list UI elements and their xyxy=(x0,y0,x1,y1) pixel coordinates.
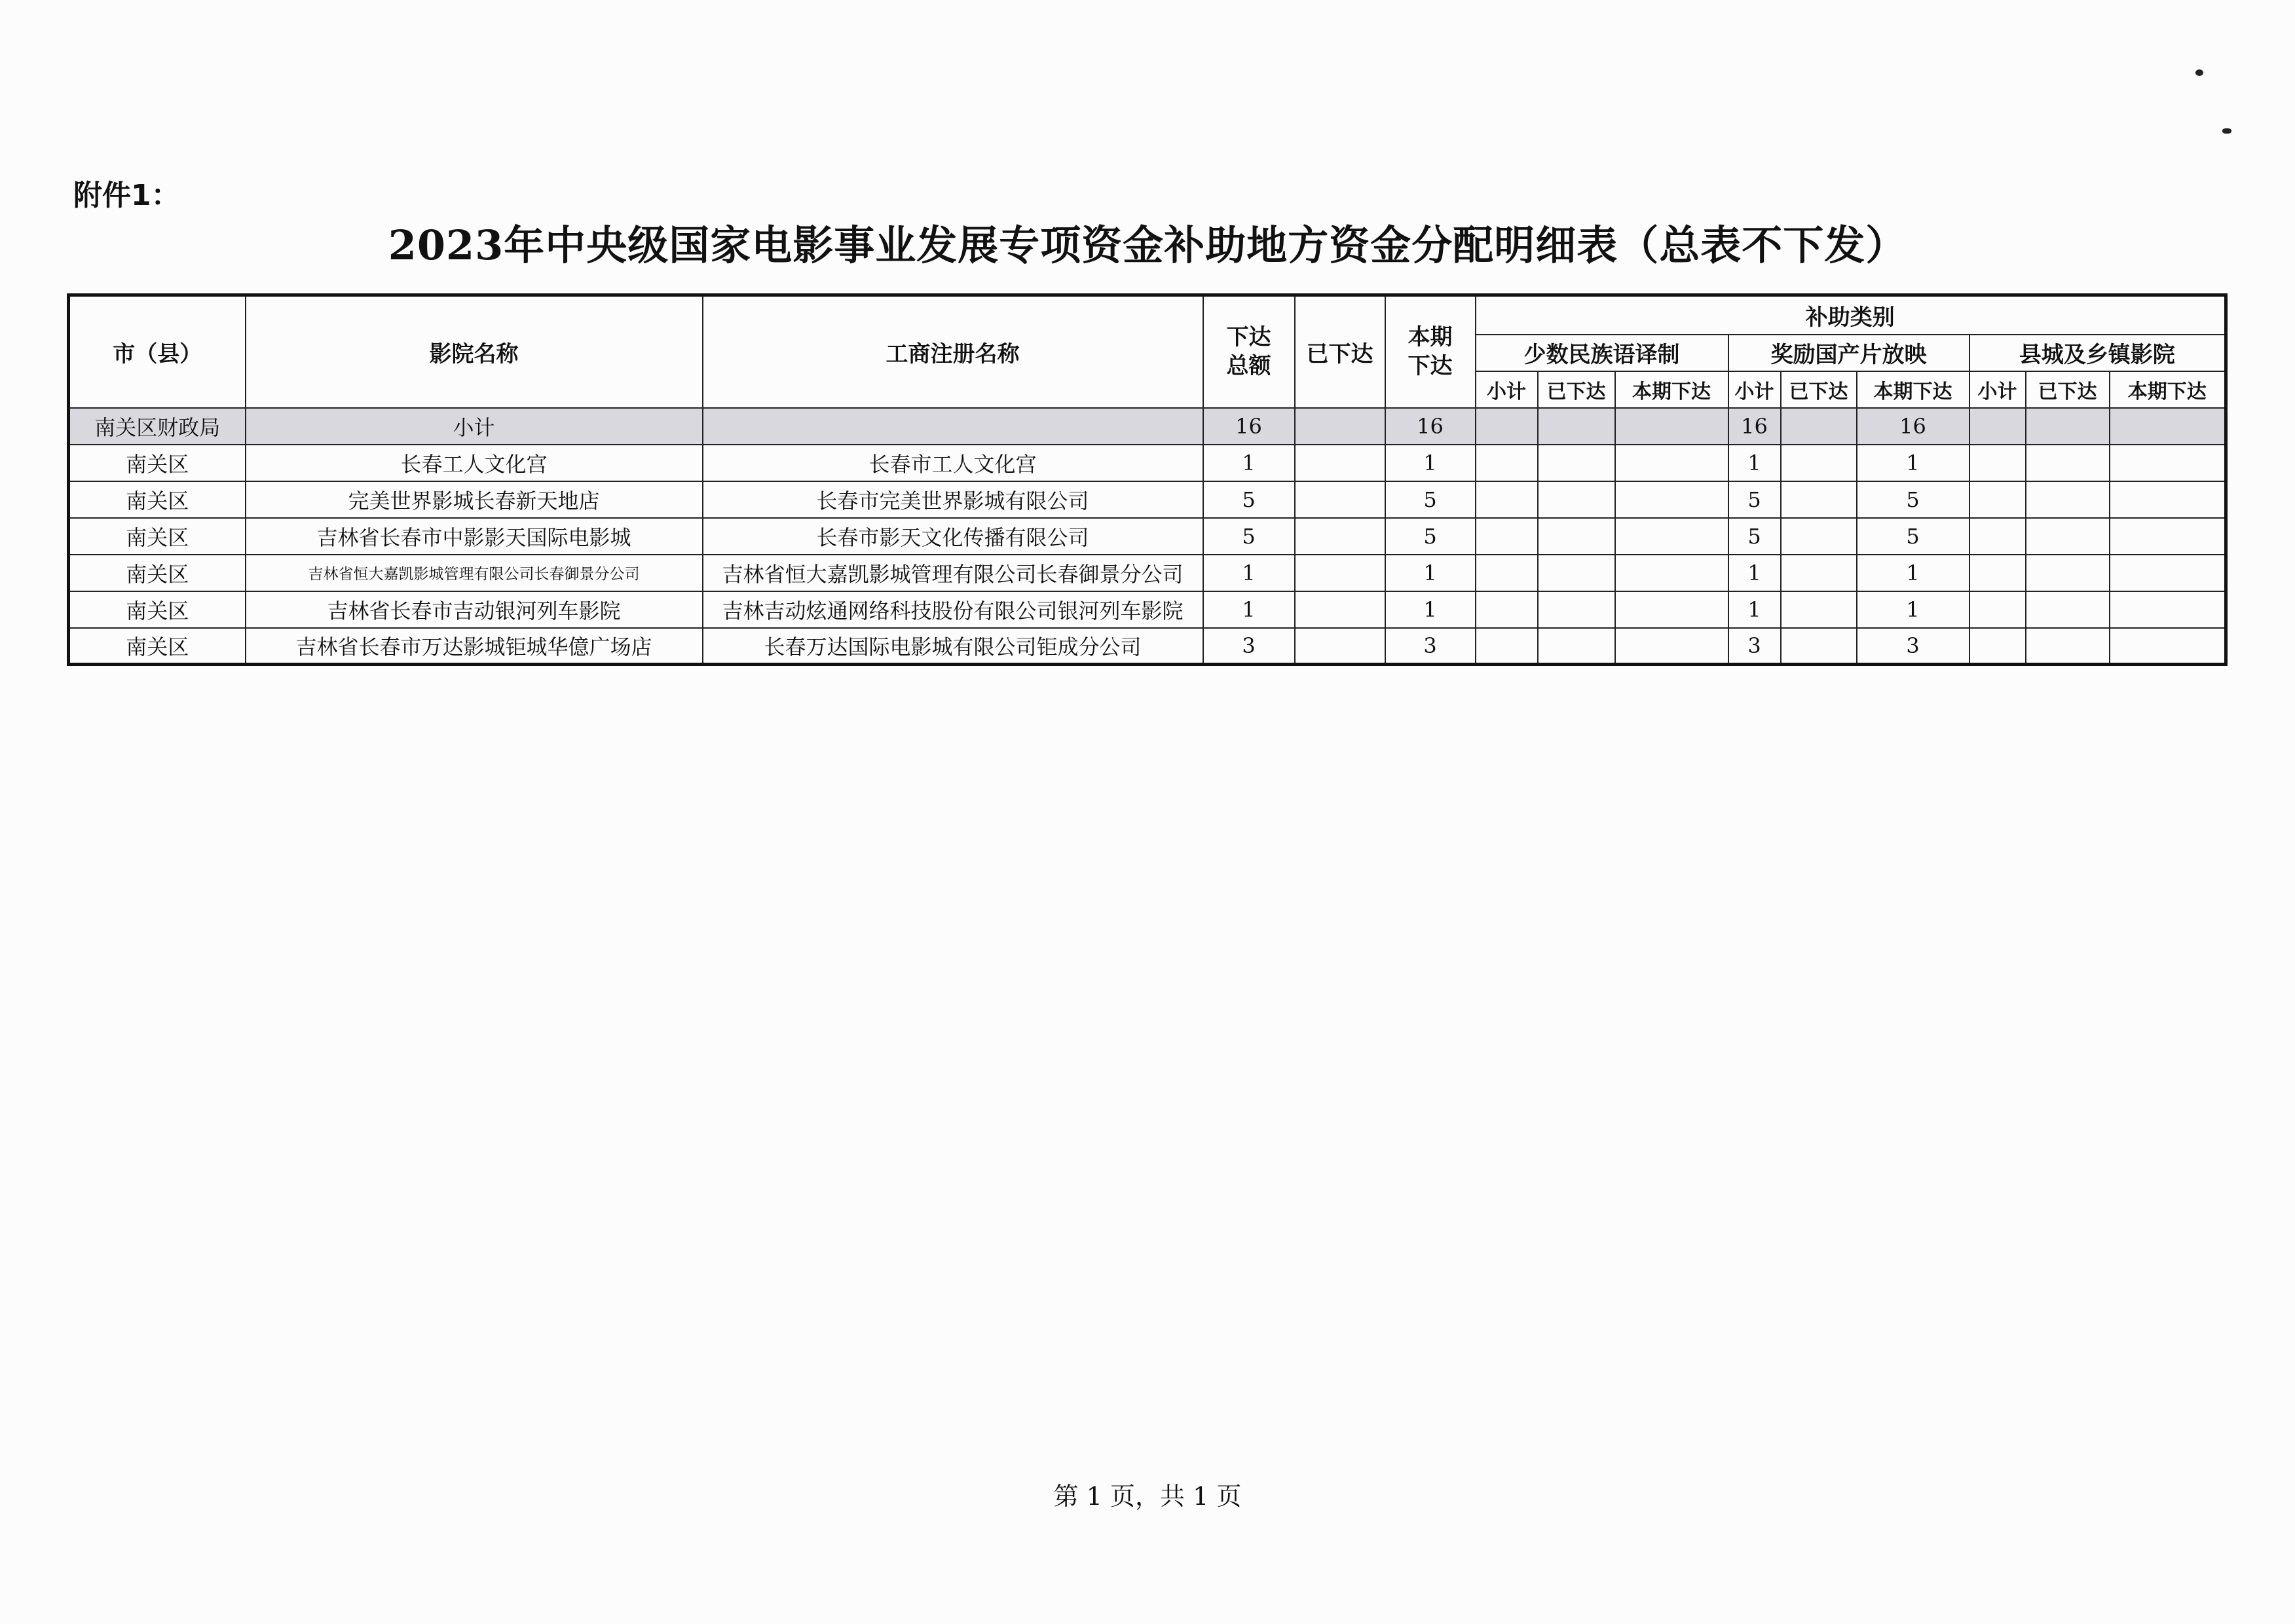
cell-current: 3 xyxy=(1385,628,1476,665)
cell-current: 5 xyxy=(1385,518,1476,555)
cell-g1-issued xyxy=(1538,481,1615,518)
cell-cinema: 小计 xyxy=(246,408,703,445)
cell-g2-subtotal: 1 xyxy=(1728,445,1781,481)
cell-g2-current: 5 xyxy=(1857,481,1969,518)
cell-issued xyxy=(1295,481,1385,518)
header-sub-subtotal: 小计 xyxy=(1969,371,2026,408)
header-subsidy-category: 补助类别 xyxy=(1476,295,2226,335)
cell-g2-subtotal: 5 xyxy=(1728,481,1781,518)
cell-g1-issued xyxy=(1538,591,1615,628)
cell-issued xyxy=(1295,591,1385,628)
cell-g3-current xyxy=(2110,481,2226,518)
header-city: 市（县） xyxy=(69,295,246,408)
scan-speck xyxy=(2195,69,2203,76)
cell-g2-issued xyxy=(1781,628,1857,665)
cell-cinema: 吉林省长春市吉动银河列车影院 xyxy=(246,591,703,628)
cell-g2-subtotal: 1 xyxy=(1728,555,1781,591)
cell-g1-issued xyxy=(1538,628,1615,665)
header-sub-issued: 已下达 xyxy=(2026,371,2110,408)
cell-g3-current xyxy=(2110,518,2226,555)
header-group-domestic: 奖励国产片放映 xyxy=(1728,335,1969,371)
cell-g3-issued xyxy=(2026,481,2110,518)
cell-g3-subtotal xyxy=(1969,518,2026,555)
cell-issued xyxy=(1295,628,1385,665)
cell-business: 长春市完美世界影城有限公司 xyxy=(703,481,1203,518)
cell-g1-current xyxy=(1615,408,1728,445)
cell-business: 吉林省恒大嘉凯影城管理有限公司长春御景分公司 xyxy=(703,555,1203,591)
cell-g2-current: 1 xyxy=(1857,591,1969,628)
cell-g3-subtotal xyxy=(1969,628,2026,665)
cell-g2-current: 3 xyxy=(1857,628,1969,665)
cell-current: 1 xyxy=(1385,555,1476,591)
cell-g1-subtotal xyxy=(1476,518,1538,555)
table-row xyxy=(69,628,2226,665)
cell-business: 长春市工人文化宫 xyxy=(703,445,1203,481)
cell-g2-issued xyxy=(1781,445,1857,481)
cell-business: 长春市影天文化传播有限公司 xyxy=(703,518,1203,555)
cell-g3-subtotal xyxy=(1969,555,2026,591)
header-sub-issued: 已下达 xyxy=(1781,371,1857,408)
cell-total: 5 xyxy=(1203,518,1295,555)
cell-g3-subtotal xyxy=(1969,591,2026,628)
cell-city: 南关区 xyxy=(69,445,246,481)
header-group-minority: 少数民族语译制 xyxy=(1476,335,1728,371)
cell-g2-subtotal: 3 xyxy=(1728,628,1781,665)
cell-g3-current xyxy=(2110,408,2226,445)
header-sub-current: 本期下达 xyxy=(2110,371,2226,408)
cell-total: 1 xyxy=(1203,591,1295,628)
table-row xyxy=(69,445,2226,481)
cell-issued xyxy=(1295,408,1385,445)
cell-cinema: 完美世界影城长春新天地店 xyxy=(246,481,703,518)
table-row xyxy=(69,555,2226,591)
cell-current: 5 xyxy=(1385,481,1476,518)
cell-g2-current: 1 xyxy=(1857,555,1969,591)
cell-g1-current xyxy=(1615,445,1728,481)
cell-g3-issued xyxy=(2026,518,2110,555)
cell-g1-current xyxy=(1615,628,1728,665)
cell-g2-issued xyxy=(1781,591,1857,628)
cell-g2-issued xyxy=(1781,518,1857,555)
allocation-table xyxy=(67,293,2228,666)
cell-g1-issued xyxy=(1538,555,1615,591)
cell-g2-issued xyxy=(1781,555,1857,591)
cell-cinema: 吉林省长春市中影影天国际电影城 xyxy=(246,518,703,555)
cell-g1-subtotal xyxy=(1476,591,1538,628)
cell-g3-subtotal xyxy=(1969,445,2026,481)
cell-g1-current xyxy=(1615,481,1728,518)
cell-cinema: 吉林省恒大嘉凯影城管理有限公司长春御景分公司 xyxy=(246,555,703,591)
header-group-county: 县城及乡镇影院 xyxy=(1969,335,2226,371)
page-footer: 第 1 页，共 1 页 xyxy=(1053,1482,1242,1511)
cell-g3-current xyxy=(2110,555,2226,591)
cell-business xyxy=(703,408,1203,445)
page-title: 2023年中央级国家电影事业发展专项资金补助地方资金分配明细表（总表不下发） xyxy=(388,221,1907,269)
cell-g3-issued xyxy=(2026,555,2110,591)
cell-issued xyxy=(1295,445,1385,481)
cell-g2-issued xyxy=(1781,408,1857,445)
cell-total: 16 xyxy=(1203,408,1295,445)
header-sub-issued: 已下达 xyxy=(1538,371,1615,408)
cell-g2-current: 1 xyxy=(1857,445,1969,481)
cell-g2-issued xyxy=(1781,481,1857,518)
cell-city: 南关区财政局 xyxy=(69,408,246,445)
header-current: 本期下达 xyxy=(1385,295,1476,408)
cell-g1-subtotal xyxy=(1476,481,1538,518)
cell-g1-issued xyxy=(1538,408,1615,445)
header-sub-subtotal: 小计 xyxy=(1476,371,1538,408)
cell-city: 南关区 xyxy=(69,518,246,555)
cell-g3-subtotal xyxy=(1969,481,2026,518)
cell-cinema: 吉林省长春市万达影城钜城华億广场店 xyxy=(246,628,703,665)
cell-g1-issued xyxy=(1538,518,1615,555)
cell-g1-subtotal xyxy=(1476,408,1538,445)
cell-g1-subtotal xyxy=(1476,628,1538,665)
header-cinema-name: 影院名称 xyxy=(246,295,703,408)
cell-issued xyxy=(1295,555,1385,591)
cell-city: 南关区 xyxy=(69,555,246,591)
cell-g3-current xyxy=(2110,445,2226,481)
cell-g3-current xyxy=(2110,628,2226,665)
cell-g1-current xyxy=(1615,591,1728,628)
cell-g1-issued xyxy=(1538,445,1615,481)
cell-g2-subtotal: 16 xyxy=(1728,408,1781,445)
cell-total: 1 xyxy=(1203,555,1295,591)
cell-g1-current xyxy=(1615,555,1728,591)
table-row xyxy=(69,591,2226,628)
cell-g2-subtotal: 5 xyxy=(1728,518,1781,555)
cell-cinema: 长春工人文化宫 xyxy=(246,445,703,481)
cell-g3-issued xyxy=(2026,408,2110,445)
header-sub-current: 本期下达 xyxy=(1615,371,1728,408)
cell-g2-current: 5 xyxy=(1857,518,1969,555)
table-row xyxy=(69,481,2226,518)
attachment-label: 附件1： xyxy=(73,179,180,212)
cell-issued xyxy=(1295,518,1385,555)
header-total: 下达总额 xyxy=(1203,295,1295,408)
cell-business: 吉林吉动炫通网络科技股份有限公司银河列车影院 xyxy=(703,591,1203,628)
subtotal-row xyxy=(69,408,2226,445)
cell-g1-subtotal xyxy=(1476,555,1538,591)
cell-g3-issued xyxy=(2026,628,2110,665)
cell-current: 1 xyxy=(1385,445,1476,481)
cell-g3-current xyxy=(2110,591,2226,628)
cell-g2-subtotal: 1 xyxy=(1728,591,1781,628)
cell-g3-subtotal xyxy=(1969,408,2026,445)
header-sub-current: 本期下达 xyxy=(1857,371,1969,408)
cell-g1-subtotal xyxy=(1476,445,1538,481)
cell-city: 南关区 xyxy=(69,628,246,665)
cell-g3-issued xyxy=(2026,591,2110,628)
cell-total: 5 xyxy=(1203,481,1295,518)
scan-speck xyxy=(2222,128,2231,134)
cell-g1-current xyxy=(1615,518,1728,555)
cell-city: 南关区 xyxy=(69,591,246,628)
cell-business: 长春万达国际电影城有限公司钜成分公司 xyxy=(703,628,1203,665)
cell-total: 1 xyxy=(1203,445,1295,481)
cell-g3-issued xyxy=(2026,445,2110,481)
cell-city: 南关区 xyxy=(69,481,246,518)
header-issued: 已下达 xyxy=(1295,295,1385,408)
header-sub-subtotal: 小计 xyxy=(1728,371,1781,408)
cell-current: 1 xyxy=(1385,591,1476,628)
table-row xyxy=(69,518,2226,555)
header-business-name: 工商注册名称 xyxy=(703,295,1203,408)
cell-g2-current: 16 xyxy=(1857,408,1969,445)
cell-total: 3 xyxy=(1203,628,1295,665)
cell-current: 16 xyxy=(1385,408,1476,445)
